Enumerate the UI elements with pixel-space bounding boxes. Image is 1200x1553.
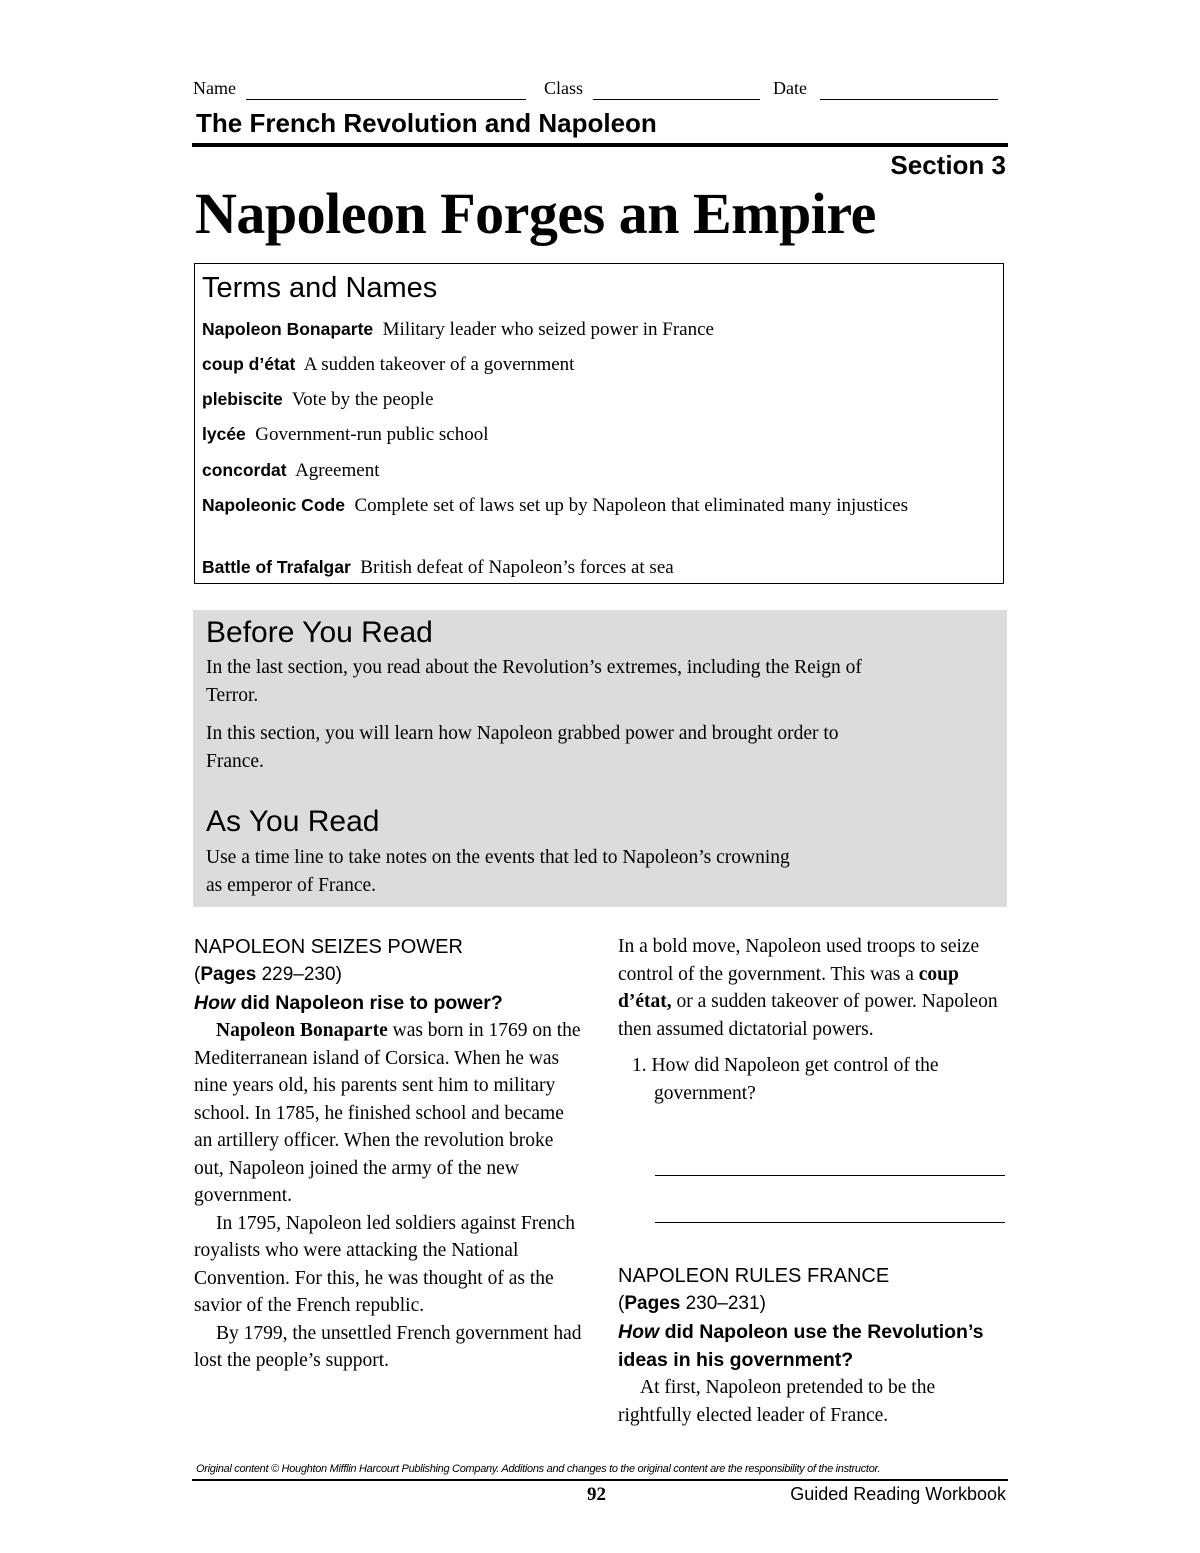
as-you-read-heading: As You Read xyxy=(206,805,380,838)
workbook-title: Guided Reading Workbook xyxy=(790,1484,1006,1504)
pages-range: 230–231 xyxy=(685,1293,760,1314)
term-name: concordat xyxy=(202,460,287,480)
term-definition: Vote by the people xyxy=(291,389,434,410)
question-text: did Napoleon rise to power? xyxy=(240,992,503,1014)
answer-line-1[interactable] xyxy=(655,1175,1005,1176)
terms-heading: Terms and Names xyxy=(202,272,438,304)
term-name: Napoleonic Code xyxy=(202,495,345,515)
term-item xyxy=(202,316,992,343)
paragraph: In 1795, Napoleon led soldiers against French royalists who were attacking the National Convention. For this, he was thought of as the savior of the French republic. xyxy=(194,1212,576,1316)
term-name: coup d’état xyxy=(202,354,296,374)
student-info-row xyxy=(193,78,1007,104)
term-definition: British defeat of Napoleon’s forces at sea xyxy=(360,557,674,578)
class-field[interactable] xyxy=(593,99,760,100)
term-name: lycée xyxy=(202,424,246,444)
before-you-read-text-2: In this section, you will learn how Napoleon grabbed power and brought order to France. xyxy=(206,723,839,772)
term-name: Napoleon Bonaparte xyxy=(202,319,374,339)
date-field[interactable] xyxy=(820,99,998,100)
question-word: How xyxy=(194,992,236,1014)
as-you-read-text: Use a time line to take notes on the events that led to Napoleon’s crowning as emperor of France. xyxy=(206,847,790,896)
pages-ref: (Pages 229–230) xyxy=(194,964,342,985)
right-column xyxy=(618,933,1010,1107)
bold-term: coup d’état, xyxy=(618,963,959,1012)
paragraph: At first, Napoleon pretended to be the rightfully elected leader of France. xyxy=(618,1377,936,1426)
term-definition: Complete set of laws set up by Napoleon that eliminated many injustices xyxy=(354,495,908,516)
copyright-note: Original content © Houghton Mifflin Harcourt Publishing Company. Additions and changes to the original content are the responsibility of the instructor. xyxy=(196,1463,881,1475)
term-item xyxy=(202,554,992,581)
before-you-read-heading: Before You Read xyxy=(206,616,433,649)
term-definition: Agreement xyxy=(295,460,380,481)
page-number: 92 xyxy=(587,1484,606,1505)
before-you-read-text-1: In the last section, you read about the Revolution’s extremes, including the Reign of Terror. xyxy=(206,657,862,706)
paragraph xyxy=(618,933,1010,1043)
paragraph-text: In a bold move, Napoleon used troops to seize control of the government. This was a xyxy=(618,936,980,985)
name-field[interactable] xyxy=(246,99,526,100)
question-number: 1. xyxy=(632,1055,647,1076)
term-item xyxy=(202,421,992,448)
left-column xyxy=(194,933,584,1375)
footer-rule xyxy=(192,1479,1008,1481)
section-number: Section 3 xyxy=(890,150,1006,180)
terms-box xyxy=(194,263,1004,584)
reading-guide-box xyxy=(193,610,1007,907)
question-text: did Napoleon use the Revolution’s ideas in his government? xyxy=(618,1321,984,1371)
section-heading: NAPOLEON RULES FRANCE xyxy=(618,1265,890,1287)
header-rule xyxy=(192,143,1008,147)
question-text: How did Napoleon get control of the government? xyxy=(651,1055,939,1104)
guiding-question xyxy=(618,1318,1010,1374)
page-title: Napoleon Forges an Empire xyxy=(195,181,876,246)
term-definition: Government-run public school xyxy=(255,424,489,445)
term-definition: A sudden takeover of a government xyxy=(303,354,575,375)
section-heading: NAPOLEON SEIZES POWER xyxy=(194,936,463,958)
pages-label: Pages xyxy=(624,1293,681,1314)
paragraph: By 1799, the unsettled French government had lost the people’s support. xyxy=(194,1322,582,1371)
paragraph-text: or a sudden takeover of power. Napoleon then assumed dictatorial powers. xyxy=(618,991,998,1040)
term-name: Battle of Trafalgar xyxy=(202,557,351,577)
name-label: Name xyxy=(193,78,236,98)
unit-title: The French Revolution and Napoleon xyxy=(196,108,657,138)
term-item xyxy=(202,351,992,378)
bold-term: Napoleon Bonaparte xyxy=(216,1020,388,1041)
question-word: How xyxy=(618,1321,660,1343)
term-item xyxy=(202,457,992,484)
paragraph-text: was born in 1769 on the Mediterranean island of Corsica. When he was nine years old, his parents sent him to military school. In 1785, he finished school and became an artillery officer. When the revolution broke out, Napoleon joined the army of the new government. xyxy=(194,1020,581,1206)
guiding-question xyxy=(194,989,584,1017)
pages-ref: (Pages 230–231) xyxy=(618,1293,766,1314)
pages-label: Pages xyxy=(200,964,257,985)
review-question xyxy=(618,1052,1010,1107)
answer-line-2[interactable] xyxy=(655,1222,1005,1223)
pages-range: 229–230 xyxy=(261,964,336,985)
term-name: plebiscite xyxy=(202,389,283,409)
class-label: Class xyxy=(544,78,584,98)
term-item xyxy=(202,386,992,413)
term-item xyxy=(202,492,952,519)
paragraph xyxy=(194,1017,584,1210)
date-label: Date xyxy=(773,78,807,98)
section-2 xyxy=(618,1262,1010,1429)
term-definition: Military leader who seized power in France xyxy=(382,319,714,340)
